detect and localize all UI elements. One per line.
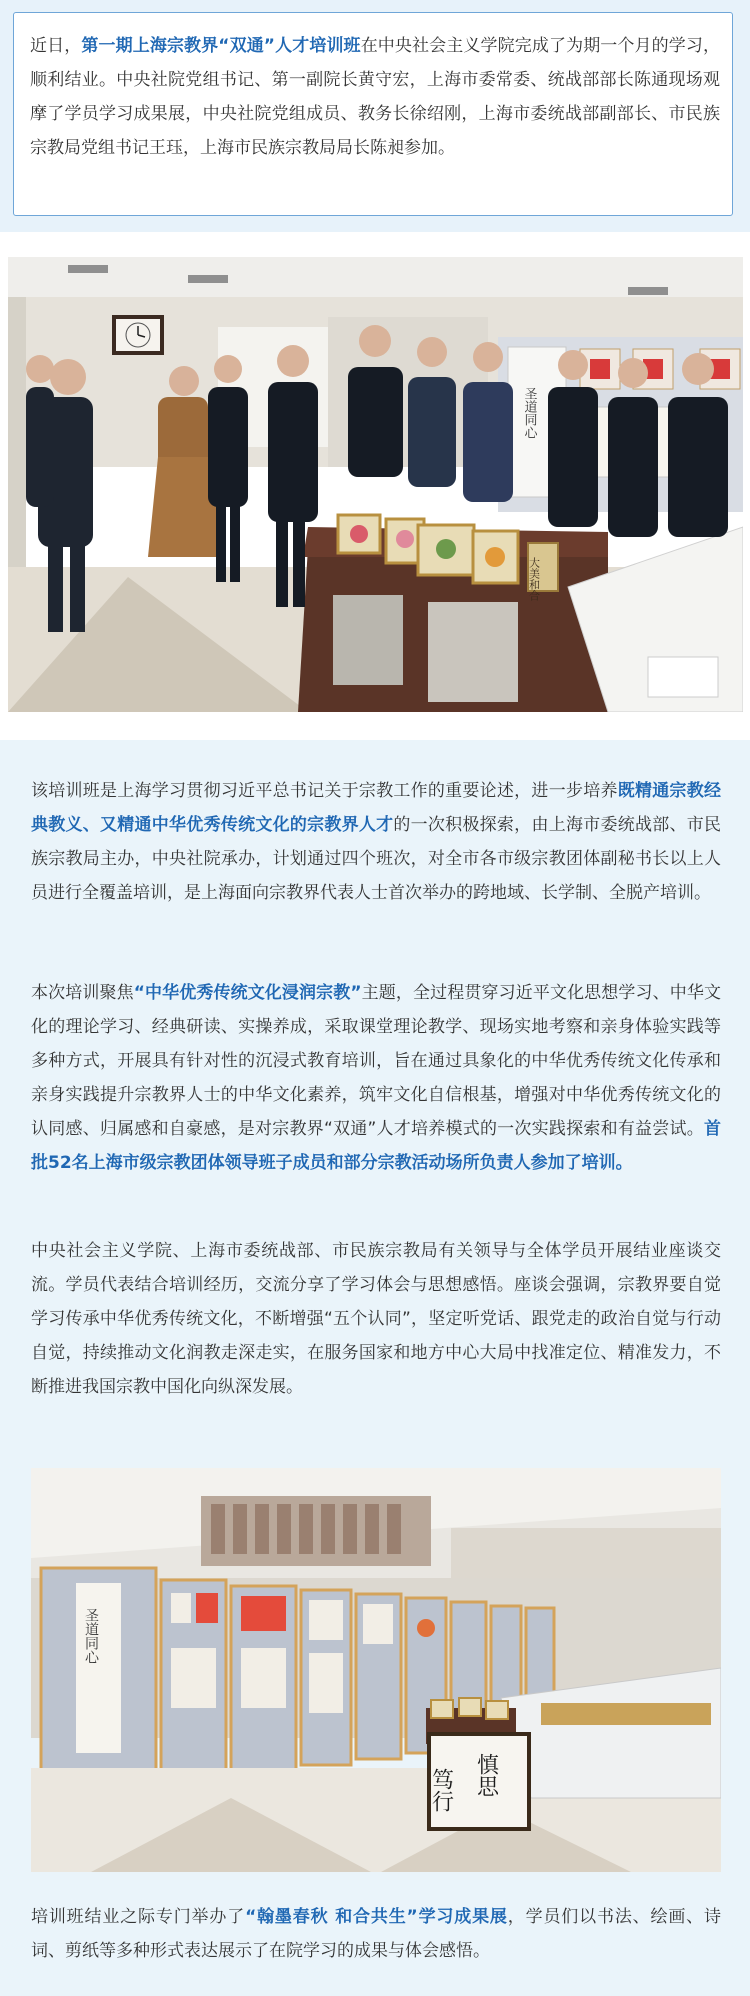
paragraph-2-text-a: 本次培训聚焦	[31, 983, 134, 1003]
caption-text-a: 培训班结业之际专门举办了	[31, 1907, 246, 1927]
photo-visitors-viewing-exhibition	[8, 257, 743, 712]
calligraphy-text-2: 慎思	[473, 1753, 499, 1797]
scroll-text-2: 大美和合	[527, 557, 541, 601]
calligraphy-text-1: 笃行	[428, 1768, 454, 1812]
photo-caption	[31, 1900, 721, 1968]
photo-section-1	[0, 232, 750, 740]
caption-highlight: “翰墨春秋 和合共生”学习成果展	[245, 1907, 508, 1927]
body-section	[0, 740, 750, 1996]
hall-scroll-text: 圣道同心	[83, 1608, 99, 1664]
photo-exhibition-hall	[31, 1468, 721, 1872]
wall-clock-icon	[112, 315, 164, 355]
paragraph-2-highlight-2: 首批52名上海市级宗教团体领导班子成员和部分宗教活动场所负责人参加了培训。	[31, 1119, 721, 1173]
paragraph-1-text-a: 该培训班是上海学习贯彻习近平总书记关于宗教工作的重要论述，进一步培养	[31, 781, 618, 801]
paragraph-2-text-b: 主题，全过程贯穿习近平文化思想学习、中华文化的理论学习、经典研读、实操养成，采取课堂理论教学、现场实地考察和亲身体验实践等多种方式，开展具有针对性的沉浸式教育培训，旨在通过具象化的中华优秀传统文化传承和亲身实践提升宗教界人士的中华文化素养，筑牢文化自信根基，增强对中华优秀传统文化的认同感、归属感和自豪感，是对宗教界“双通”人才培养模式的一次实践探索和有益尝试。	[31, 983, 721, 1139]
intro-paragraph	[30, 29, 720, 165]
intro-box	[13, 12, 733, 216]
intro-highlight: 第一期上海宗教界“双通”人才培训班	[81, 36, 361, 56]
intro-lead: 近日，	[30, 36, 82, 56]
caption-text-b: ，学员们以书法、绘画、诗词、剪纸等多种形式表达展示了在院学习的成果与体会感悟。	[31, 1907, 722, 1961]
paragraph-2-highlight-1: “中华优秀传统文化浸润宗教”	[133, 983, 362, 1003]
paragraph-1-highlight: 既精通宗教经典教义、又精通中华优秀传统文化的宗教界人才	[31, 781, 722, 835]
paragraph-2	[31, 976, 721, 1180]
intro-section	[0, 0, 750, 232]
paragraph-1	[31, 774, 721, 910]
intro-rest: 在中央社会主义学院完成了为期一个月的学习，顺利结业。中央社院党组书记、第一副院长黄守宏，上海市委常委、统战部部长陈通现场观摩了学员学习成果展，中央社院党组成员、教务长徐绍刚，上海市委统战部副部长、市民族宗教局党组书记王珏，上海市民族宗教局局长陈昶参加。	[30, 36, 721, 158]
paragraph-1-text-b: 的一次积极探索，由上海市委统战部、市民族宗教局主办，中央社院承办，计划通过四个班次，对全市各市级宗教团体副秘书长以上人员进行全覆盖培训，是上海面向宗教界代表人士首次举办的跨地域、长学制、全脱产培训。	[31, 815, 722, 903]
paragraph-3: 中央社会主义学院、上海市委统战部、市民族宗教局有关领导与全体学员开展结业座谈交流。学员代表结合培训经历，交流分享了学习体会与思想感悟。座谈会强调，宗教界要自觉学习传承中华优秀传统文化，不断增强“五个认同”，坚定听党话、跟党走的政治自觉与行动自觉，持续推动文化润教走深走实，在服务国家和地方中心大局中找准定位、精准发力，不断推进我国宗教中国化向纵深发展。	[31, 1241, 721, 1397]
scroll-text-1: 圣道同心	[521, 387, 537, 439]
